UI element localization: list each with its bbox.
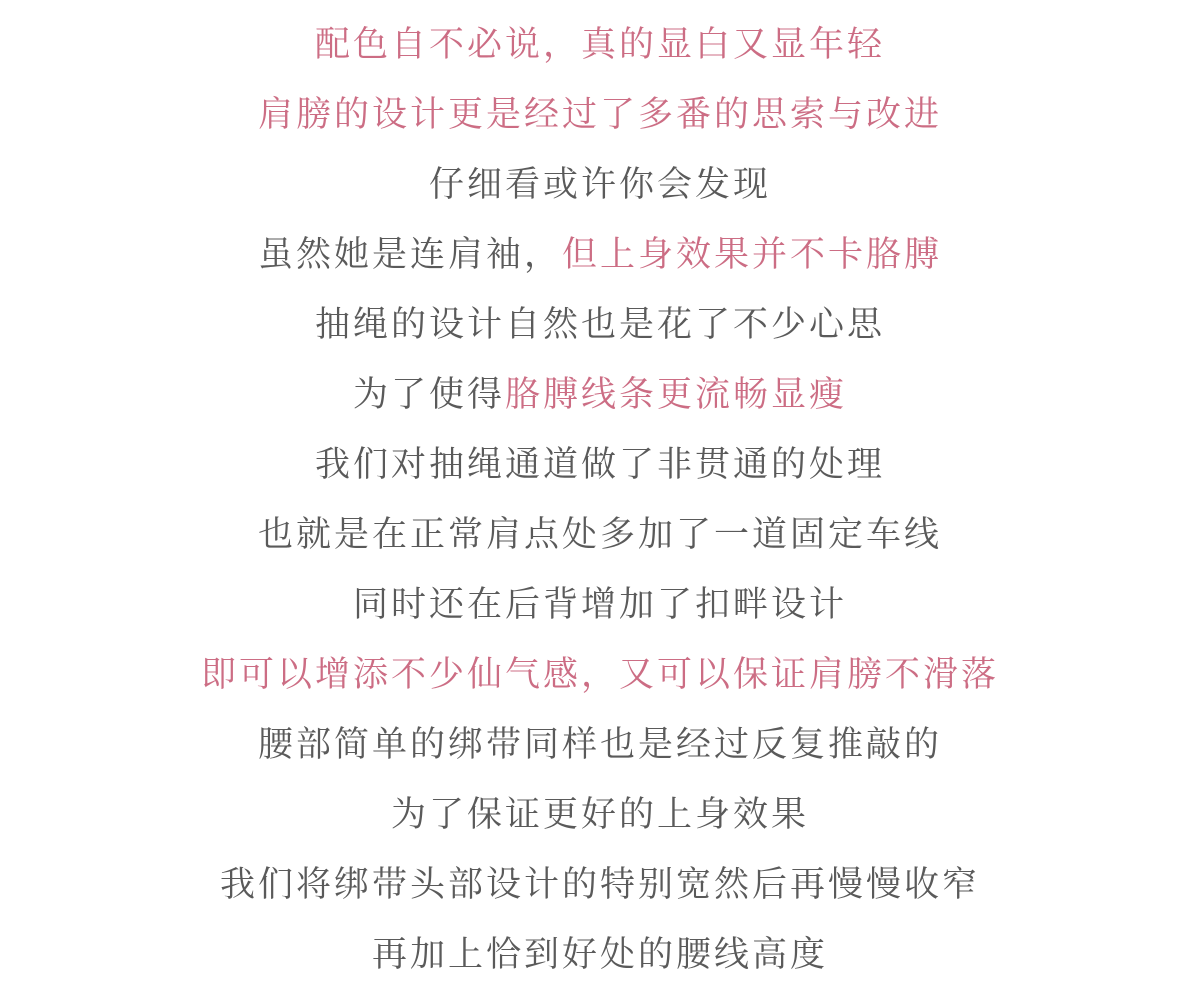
text-line-12 (0, 780, 1200, 850)
highlight-text: 配色自不必说，真的显白又显年轻 (314, 25, 885, 65)
text-line-9 (0, 570, 1200, 640)
highlight-text: 胳膊线条更流畅显瘦 (505, 375, 848, 415)
body-text: 抽绳的设计自然也是花了不少心思 (314, 305, 885, 345)
body-text: 为了使得 (352, 375, 505, 415)
text-line-13 (0, 850, 1200, 920)
text-line-10 (0, 640, 1200, 710)
body-text: 同时还在后背增加了扣畔设计 (352, 585, 847, 625)
text-line-3 (0, 150, 1200, 220)
body-text: 为了保证更好的上身效果 (390, 795, 809, 835)
highlight-text: 即可以增添不少仙气感，又可以保证肩膀不滑落 (200, 655, 999, 695)
body-text: 虽然她是连肩袖， (257, 235, 562, 275)
highlight-text: 但上身效果并不卡胳膊 (562, 235, 943, 275)
body-text: 我们将绑带头部设计的特别宽然后再慢慢收窄 (219, 865, 980, 905)
text-line-5 (0, 290, 1200, 360)
body-text: 我们对抽绳通道做了非贯通的处理 (314, 445, 885, 485)
text-line-7 (0, 430, 1200, 500)
text-line-6 (0, 360, 1200, 430)
body-text: 腰部简单的绑带同样也是经过反复推敲的 (257, 725, 942, 765)
body-text: 仔细看或许你会发现 (428, 165, 771, 205)
text-line-4 (0, 220, 1200, 290)
text-line-8 (0, 500, 1200, 570)
description-text-block (0, 10, 1200, 990)
text-line-11 (0, 710, 1200, 780)
text-line-2 (0, 80, 1200, 150)
body-text: 再加上恰到好处的腰线高度 (371, 935, 828, 975)
text-line-14 (0, 920, 1200, 990)
text-line-1 (0, 10, 1200, 80)
highlight-text: 肩膀的设计更是经过了多番的思索与改进 (257, 95, 942, 135)
body-text: 也就是在正常肩点处多加了一道固定车线 (257, 515, 942, 555)
